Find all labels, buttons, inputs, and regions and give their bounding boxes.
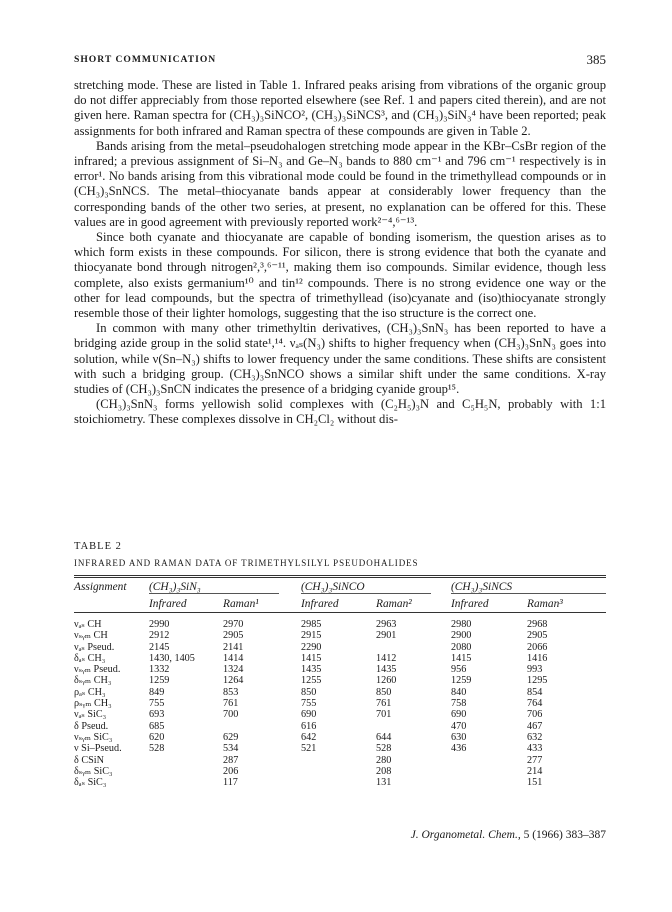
value-cell: 1415 xyxy=(451,652,472,664)
value-cell: 2912 xyxy=(149,630,170,642)
assignment-cell: δ CSiN xyxy=(74,754,104,766)
value-cell: 850 xyxy=(301,686,317,698)
value-cell: 755 xyxy=(149,698,165,710)
value-cell: 131 xyxy=(376,777,392,789)
value-cell: 956 xyxy=(451,664,467,676)
value-cell: 1295 xyxy=(527,675,548,687)
table-2 xyxy=(74,541,606,788)
value-cell: 287 xyxy=(223,754,239,766)
value-cell: 436 xyxy=(451,743,467,755)
subheader-infrared: Infrared xyxy=(149,598,187,610)
paragraph-3: Since both cyanate and thiocyanate are capable of bonding isomerism, the question arises as to which form exists in these compounds. For silicon, there is strong evidence that both the cyanate and thiocyanate bond through nitrogen²,³,⁶⁻¹¹, making them iso compounds. Similar evidence, though less complete, also exists germanium¹⁰ and tin¹² compounds. There is no strong evidence one way or the other for lead compounds, but the spectra of trimethyllead (iso)cyanate and (iso)thiocyanate strongly resemble those of their lighter homologs, suggesting that the iso structure is the correct one. xyxy=(74,230,606,321)
value-cell: 758 xyxy=(451,698,467,710)
page-number: 385 xyxy=(586,52,606,67)
assignment-cell: ρₛᵧₘ CH₃ xyxy=(74,698,112,710)
table-row xyxy=(74,687,606,698)
table-row xyxy=(74,619,606,630)
table-header-rule xyxy=(74,612,606,613)
value-cell: 1259 xyxy=(149,675,170,687)
value-cell: 206 xyxy=(223,765,239,777)
subheader-raman: Raman³ xyxy=(527,598,563,610)
group-rule-sincs xyxy=(451,593,606,594)
value-cell: 2970 xyxy=(223,619,244,630)
value-cell: 2905 xyxy=(223,630,244,642)
value-cell: 690 xyxy=(451,709,467,721)
value-cell: 2985 xyxy=(301,619,322,630)
table-body xyxy=(74,619,606,788)
assignment-cell: δₛᵧₘ SiC₃ xyxy=(74,765,113,777)
value-cell: 151 xyxy=(527,777,543,789)
table-row xyxy=(74,755,606,766)
value-cell: 433 xyxy=(527,743,543,755)
assignment-cell: ν Si–Pseud. xyxy=(74,743,122,755)
value-cell: 620 xyxy=(149,731,165,743)
value-cell: 2915 xyxy=(301,630,322,642)
group-header-sinco: (CH₃)₃SiNCO xyxy=(301,581,365,593)
assignment-cell: δ Pseud. xyxy=(74,720,109,732)
table-row xyxy=(74,664,606,675)
value-cell: 764 xyxy=(527,698,543,710)
assignment-cell: νₛᵧₘ SiC₃ xyxy=(74,731,113,743)
value-cell: 1435 xyxy=(376,664,397,676)
table-row xyxy=(74,675,606,686)
table-label: TABLE 2 xyxy=(74,541,122,552)
assignment-cell: νₐₛ CH xyxy=(74,619,102,630)
value-cell: 693 xyxy=(149,709,165,721)
running-head: SHORT COMMUNICATION xyxy=(74,54,217,65)
value-cell: 993 xyxy=(527,664,543,676)
value-cell: 2901 xyxy=(376,630,397,642)
value-cell: 700 xyxy=(223,709,239,721)
assignment-header: Assignment xyxy=(74,581,127,593)
value-cell: 854 xyxy=(527,686,543,698)
value-cell: 706 xyxy=(527,709,543,721)
value-cell: 2900 xyxy=(451,630,472,642)
value-cell: 840 xyxy=(451,686,467,698)
value-cell: 521 xyxy=(301,743,317,755)
value-cell: 1324 xyxy=(223,664,244,676)
journal-volume: 5 (1966) 383–387 xyxy=(523,829,606,841)
table-caption: INFRARED AND RAMAN DATA OF TRIMETHYLSILYL PSEUDOHALIDES xyxy=(74,558,419,568)
value-cell: 2980 xyxy=(451,619,472,630)
table-row xyxy=(74,721,606,732)
assignment-cell: δₛᵧₘ CH₃ xyxy=(74,675,112,687)
group-rule-sinco xyxy=(301,593,431,594)
group-header-sin3: (CH₃)₃SiN₃ xyxy=(149,581,201,593)
assignment-cell: ρₐₛ CH₃ xyxy=(74,686,106,698)
assignment-cell: δₐₛ CH₃ xyxy=(74,652,106,664)
assignment-cell: νₐₛ Pseud. xyxy=(74,641,115,653)
table-row xyxy=(74,732,606,743)
value-cell: 214 xyxy=(527,765,543,777)
value-cell: 616 xyxy=(301,720,317,732)
value-cell: 1259 xyxy=(451,675,472,687)
value-cell: 277 xyxy=(527,754,543,766)
table-row xyxy=(74,743,606,754)
value-cell: 1415 xyxy=(301,652,322,664)
subheader-infrared: Infrared xyxy=(301,598,339,610)
value-cell: 1416 xyxy=(527,652,548,664)
value-cell: 534 xyxy=(223,743,239,755)
value-cell: 1260 xyxy=(376,675,397,687)
body-text xyxy=(74,78,606,428)
value-cell: 642 xyxy=(301,731,317,743)
journal-name: J. Organometal. Chem., xyxy=(410,829,521,841)
value-cell: 2080 xyxy=(451,641,472,653)
assignment-cell: νₛᵧₘ Pseud. xyxy=(74,664,121,676)
table-row xyxy=(74,709,606,720)
value-cell: 644 xyxy=(376,731,392,743)
value-cell: 2905 xyxy=(527,630,548,642)
value-cell: 280 xyxy=(376,754,392,766)
value-cell: 2990 xyxy=(149,619,170,630)
assignment-cell: νₛᵧₘ CH xyxy=(74,630,108,642)
table-subheader-row xyxy=(74,595,606,612)
subheader-raman: Raman² xyxy=(376,598,412,610)
value-cell: 1332 xyxy=(149,664,170,676)
value-cell: 1414 xyxy=(223,652,244,664)
value-cell: 629 xyxy=(223,731,239,743)
group-rule-sin3 xyxy=(149,593,279,594)
value-cell: 2141 xyxy=(223,641,244,653)
value-cell: 2066 xyxy=(527,641,548,653)
value-cell: 630 xyxy=(451,731,467,743)
value-cell: 685 xyxy=(149,720,165,732)
journal-citation xyxy=(411,829,606,841)
subheader-raman: Raman¹ xyxy=(223,598,259,610)
value-cell: 849 xyxy=(149,686,165,698)
value-cell: 2145 xyxy=(149,641,170,653)
table-row xyxy=(74,698,606,709)
value-cell: 632 xyxy=(527,731,543,743)
table-group-header-row xyxy=(74,578,606,595)
subheader-infrared: Infrared xyxy=(451,598,489,610)
value-cell: 1264 xyxy=(223,675,244,687)
value-cell: 470 xyxy=(451,720,467,732)
table-row xyxy=(74,777,606,788)
value-cell: 528 xyxy=(376,743,392,755)
assignment-cell: νₐₛ SiC₃ xyxy=(74,709,107,721)
value-cell: 2968 xyxy=(527,619,548,630)
value-cell: 701 xyxy=(376,709,392,721)
paragraph-1: stretching mode. These are listed in Table 1. Infrared peaks arising from vibrations of the organic group do not differ appreciably from those reported elsewhere (see Ref. 1 and papers cited therein), and are not given here. Raman spectra for (CH₃)₃SiNCO², (CH₃)₃SiNCS³, and (CH₃)₃SiN₃⁴ have been reported; peak assignments for both infrared and Raman spectra of these compounds are given in Table 2. xyxy=(74,78,606,138)
value-cell: 755 xyxy=(301,698,317,710)
paragraph-4: In common with many other trimethyltin derivatives, (CH₃)₃SnN₃ has been reported to have a bridging azide group in the solid state¹,¹⁴. νₐₛ(N₃) shifts to higher frequency when (CH₃)₃SnN₃ goes into solution, while ν(Sn–N₃) shifts to lower frequency under the same conditions. These shifts are consistent with such a bridging group. (CH₃)₃SnNCO shows a similar shift under the same conditions. X-ray studies of (CH₃)₃SnCN indicates the presence of a bridging cyanide group¹⁵. xyxy=(74,321,606,397)
value-cell: 761 xyxy=(223,698,239,710)
value-cell: 853 xyxy=(223,686,239,698)
table-row xyxy=(74,630,606,641)
paragraph-5: (CH₃)₃SnN₃ forms yellowish solid complexes with (C₂H₅)₃N and C₅H₅N, probably with 1:1 stoichiometry. These complexes dissolve in CH₂Cl₂ without dis- xyxy=(74,397,606,427)
table-row xyxy=(74,766,606,777)
value-cell: 467 xyxy=(527,720,543,732)
group-header-sincs: (CH₃)₃SiNCS xyxy=(451,581,513,593)
value-cell: 208 xyxy=(376,765,392,777)
page-header xyxy=(74,52,606,72)
value-cell: 1430, 1405 xyxy=(149,652,195,664)
value-cell: 850 xyxy=(376,686,392,698)
value-cell: 1435 xyxy=(301,664,322,676)
value-cell: 1412 xyxy=(376,652,397,664)
value-cell: 528 xyxy=(149,743,165,755)
value-cell: 2963 xyxy=(376,619,397,630)
table-row xyxy=(74,642,606,653)
value-cell: 1255 xyxy=(301,675,322,687)
table-row xyxy=(74,653,606,664)
paragraph-2: Bands arising from the metal–pseudohalogen stretching mode appear in the KBr–CsBr region of the infrared; a previous assignment of Si–N₃ and Ge–N₃ bands to 880 cm⁻¹ and 796 cm⁻¹ respectively is in error¹. No bands arising from this vibrational mode could be found in the trimethyllead compounds or in (CH₃)₃SnNCS. The metal–thiocyanate bands appear at considerably lower frequency than the corresponding bands of the other two series, at present, no explanation can be offered for this. These values are in good agreement with previously reported work²⁻⁴,⁶⁻¹³. xyxy=(74,138,606,229)
assignment-cell: δₐₛ SiC₃ xyxy=(74,777,107,789)
value-cell: 761 xyxy=(376,698,392,710)
value-cell: 2290 xyxy=(301,641,322,653)
value-cell: 117 xyxy=(223,777,238,789)
value-cell: 690 xyxy=(301,709,317,721)
